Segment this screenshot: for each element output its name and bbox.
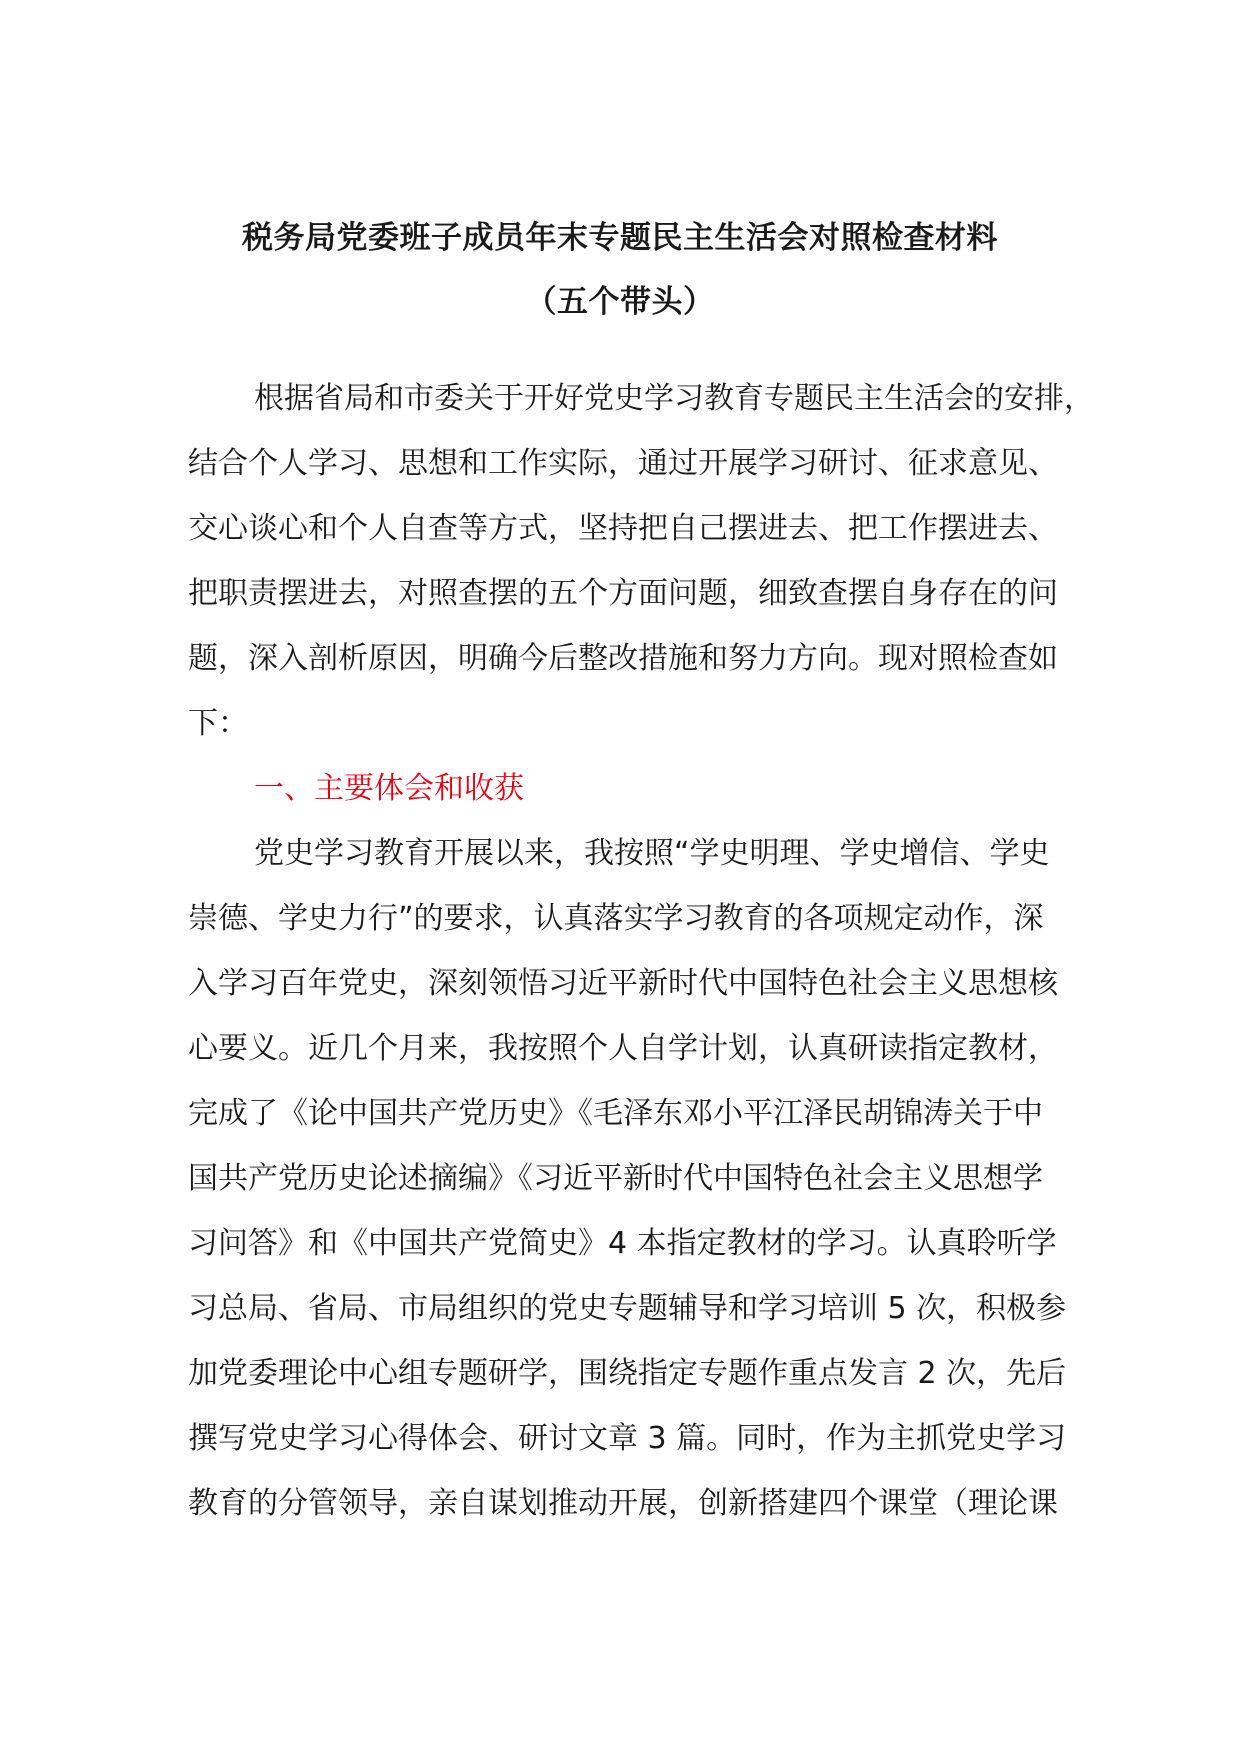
- paragraph-line: 入学习百年党史，深刻领悟习近平新时代中国特色社会主义思想核: [188, 966, 1058, 1001]
- paragraph-line: 心要义。近几个月来，我按照个人自学计划，认真研读指定教材，: [188, 1031, 1058, 1066]
- paragraph-line: 把职责摆进去，对照查摆的五个方面问题，细致查摆自身存在的问: [188, 576, 1058, 611]
- paragraph-line: 加党委理论中心组专题研学，围绕指定专题作重点发言 2 次，先后: [188, 1356, 1067, 1391]
- paragraph-line: 根据省局和市委关于开好党史学习教育专题民主生活会的安排，: [254, 381, 1094, 416]
- paragraph-line: 题，深入剖析原因，明确今后整改措施和努力方向。现对照检查如: [188, 641, 1058, 676]
- paragraph-line: 完成了《论中国共产党历史》《毛泽东邓小平江泽民胡锦涛关于中: [188, 1096, 1043, 1131]
- paragraph-line: 教育的分管领导，亲自谋划推动开展，创新搭建四个课堂（理论课: [188, 1486, 1058, 1521]
- title-line-1: 税务局党委班子成员年末专题民主生活会对照检查材料: [242, 220, 998, 256]
- paragraph-line: 下：: [188, 706, 248, 741]
- section-heading: 一、主要体会和收获: [254, 771, 524, 806]
- paragraph-line: 习总局、省局、市局组织的党史专题辅导和学习培训 5 次，积极参: [188, 1291, 1067, 1326]
- paragraph-line: 交心谈心和个人自查等方式，坚持把自己摆进去、把工作摆进去、: [188, 511, 1058, 546]
- paragraph-line: 党史学习教育开展以来，我按照“学史明理、学史增信、学史: [254, 836, 1050, 871]
- paragraph-line: 国共产党历史论述摘编》《习近平新时代中国特色社会主义思想学: [188, 1161, 1043, 1196]
- paragraph-line: 撰写党史学习心得体会、研讨文章 3 篇。同时，作为主抓党史学习: [188, 1421, 1067, 1456]
- paragraph-line: 崇德、学史力行”的要求，认真落实学习教育的各项规定动作，深: [188, 901, 1044, 936]
- title-line-2: （五个带头）: [525, 284, 715, 320]
- document-title: [150, 206, 1090, 334]
- paragraph-line: 结合个人学习、思想和工作实际，通过开展学习研讨、征求意见、: [188, 446, 1058, 481]
- document-body: [188, 366, 1094, 1536]
- paragraph-line: 习问答》和《中国共产党简史》4 本指定教材的学习。认真聆听学: [188, 1226, 1057, 1261]
